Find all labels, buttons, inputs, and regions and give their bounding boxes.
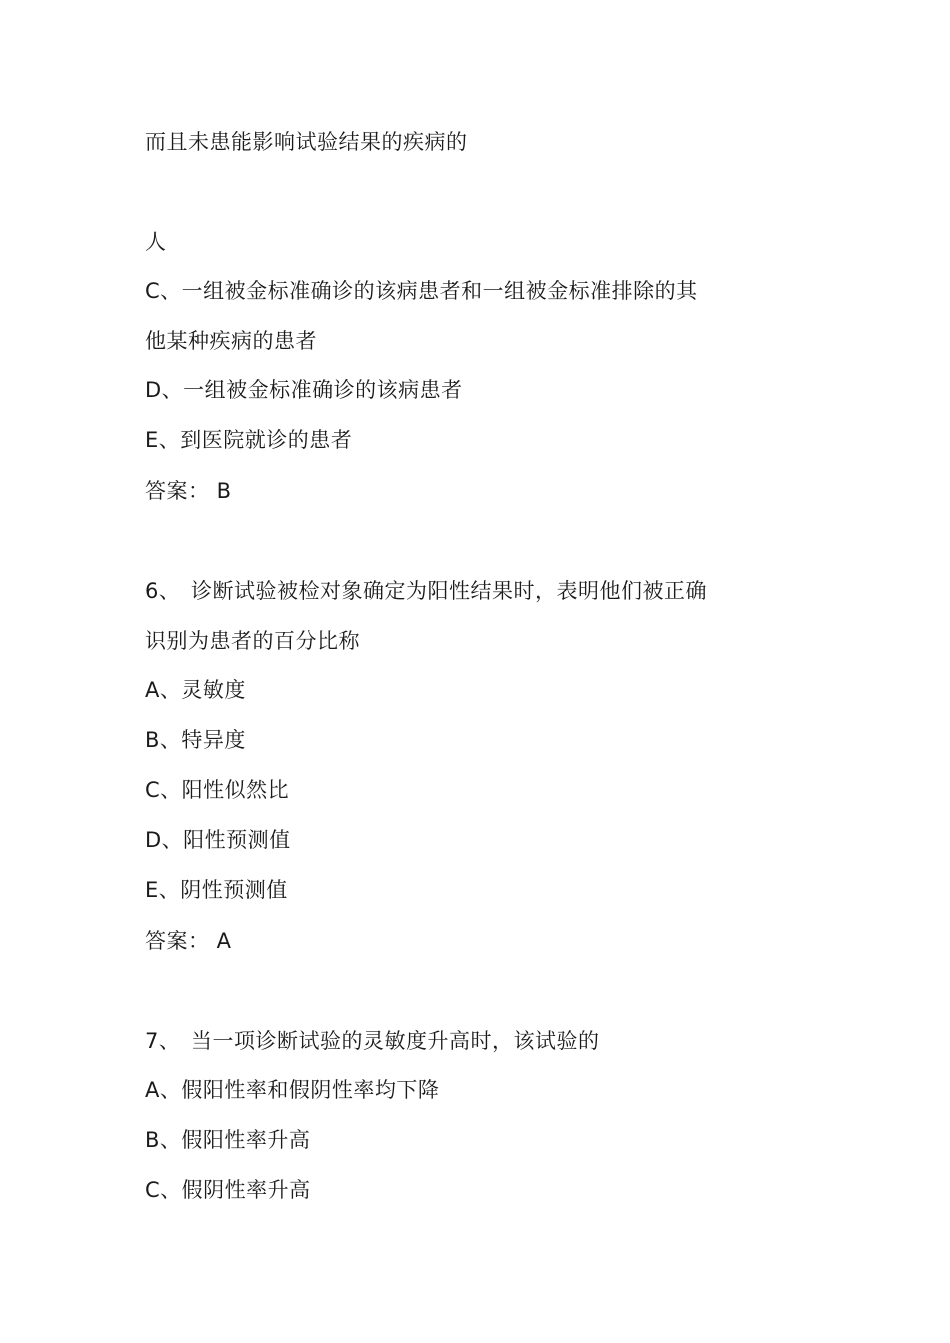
q5-option-e: E、到医院就诊的患者 <box>145 428 353 452</box>
q6-option-d: D、阳性预测值 <box>145 828 291 852</box>
q6-stem-line: 识别为患者的百分比称 <box>145 629 360 653</box>
q7-option-a: A、假阳性率和假阴性率均下降 <box>145 1078 440 1102</box>
q7-option-b: B、假阳性率升高 <box>145 1128 311 1152</box>
q6-answer: 答案： A <box>145 929 232 953</box>
q7-stem <box>145 1027 600 1055</box>
q5-option-d: D、一组被金标准确诊的该病患者 <box>145 378 463 402</box>
q5-option-c: C、一组被金标准确诊的该病患者和一组被金标准排除的其 <box>145 279 698 303</box>
q7-stem-text: 当一项诊断试验的灵敏度升高时，该试验的 <box>191 1029 600 1053</box>
q6-stem <box>145 577 707 605</box>
q6-option-b: B、特异度 <box>145 728 246 752</box>
q5-answer: 答案： B <box>145 479 232 503</box>
q6-option-a: A、灵敏度 <box>145 678 246 702</box>
q6-number: 6、 <box>145 579 181 603</box>
q7-number: 7、 <box>145 1029 181 1053</box>
q5-stem-line: 人 <box>145 230 167 254</box>
q5-stem-line: 而且未患能影响试验结果的疾病的 <box>145 130 468 154</box>
q6-option-e: E、阴性预测值 <box>145 878 288 902</box>
q5-option-c-cont: 他某种疾病的患者 <box>145 329 317 353</box>
q6-stem-text: 诊断试验被检对象确定为阳性结果时，表明他们被正确 <box>191 579 707 603</box>
q7-option-c: C、假阴性率升高 <box>145 1178 311 1202</box>
q6-option-c: C、阳性似然比 <box>145 778 290 802</box>
